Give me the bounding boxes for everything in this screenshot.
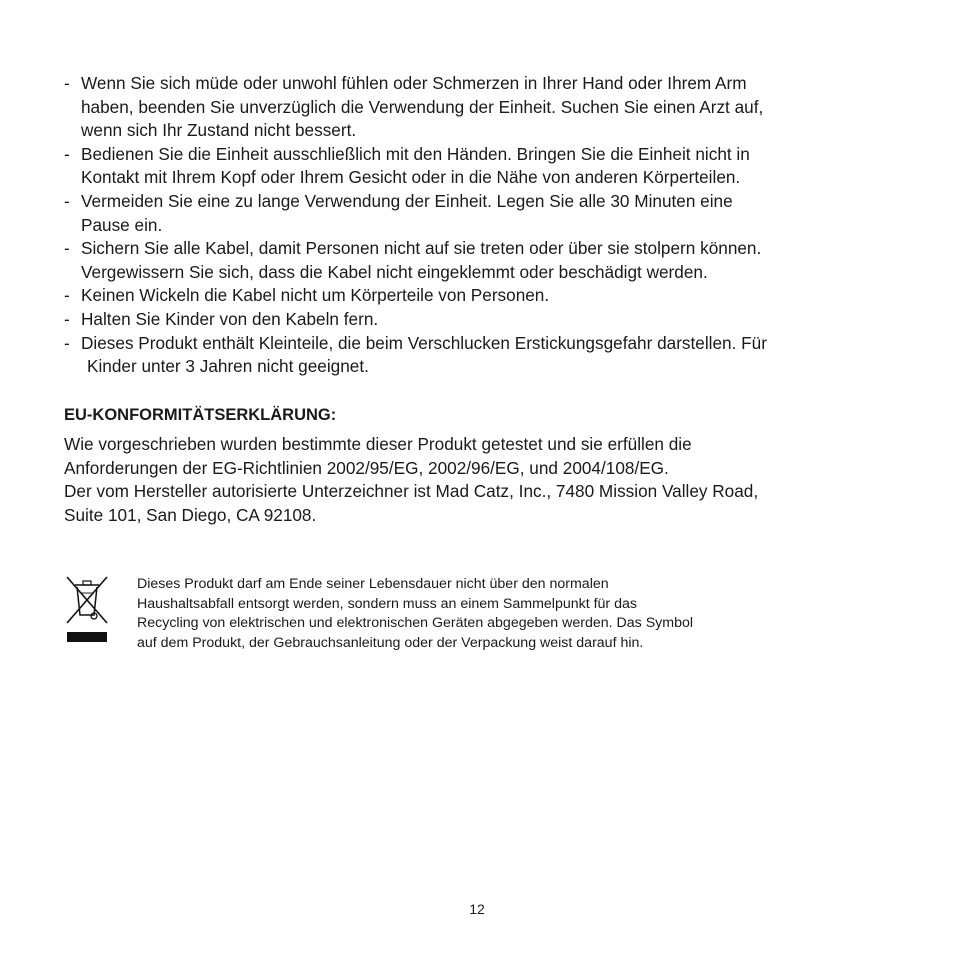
list-dash: - [64,238,70,259]
page-number: 12 [469,901,485,917]
list-dash: - [64,332,70,353]
safety-instructions-list [64,72,884,379]
list-dash: - [64,285,70,306]
weee-disposal-notice: Dieses Produkt darf am Ende seiner Lebensdauer nicht über den normalen Haushaltsabfall entsorgt werden, sondern muss an einem Sammelpunkt für das Recycling von elektrischen und elektronischen Geräten abgegeben werden. Das Symbol auf dem Produkt, der Gebrauchsanleitung oder der Verpackung weist darauf hin. [137,576,694,652]
list-item: - Sichern Sie alle Kabel, damit Personen nicht auf sie treten oder über sie stolpern können. Vergewissern Sie sich, dass die Kabel nicht eingeklemmt oder beschädigt werden. [64,238,762,282]
list-item: - Wenn Sie sich müde oder unwohl fühlen oder Schmerzen in Ihrer Hand oder Ihrem Arm haben, beenden Sie unverzüglich die Verwendung der Einheit. Suchen Sie einen Arzt auf, wenn sich Ihr Zustand nicht bessert. [64,73,764,141]
list-dash: - [64,190,70,211]
list-item: - Halten Sie Kinder von den Kabeln fern. [64,308,884,332]
list-item: - Keinen Wickeln die Kabel nicht um Körperteile von Personen. [64,284,884,308]
list-dash: - [64,143,70,164]
manufacturer-paragraph: Der vom Hersteller autorisierte Unterzeichner ist Mad Catz, Inc., 7480 Mission Valley Road, Suite 101, San Diego, CA 92108. [64,481,759,525]
section-title: EU-KONFORMITÄTSERKLÄRUNG: [64,406,337,424]
list-item: - Vermeiden Sie eine zu lange Verwendung der Einheit. Legen Sie alle 30 Minuten eine Pause ein. [64,190,733,235]
list-dash: - [64,73,70,93]
list-item: - Dieses Produkt enthält Kleinteile, die beim Verschlucken Erstickungsgefahr darstellen. Für Kinder unter 3 Jahren nicht geeignet. [64,332,767,377]
conformity-paragraph: Wie vorgeschrieben wurden bestimmte dieser Produkt getestet und sie erfüllen die Anforderungen der EG-Richtlinien 2002/95/EG, 2002/96/EG, und 2004/108/EG. [64,434,692,478]
crossed-out-wheelie-bin-icon [64,575,110,645]
list-dash: - [64,308,70,329]
conformity-body [64,433,894,527]
list-item: - Bedienen Sie die Einheit ausschließlich mit den Händen. Bringen Sie die Einheit nicht in Kontakt mit Ihrem Kopf oder Ihrem Gesicht oder in die Nähe von anderen Körperteilen. [64,143,750,188]
